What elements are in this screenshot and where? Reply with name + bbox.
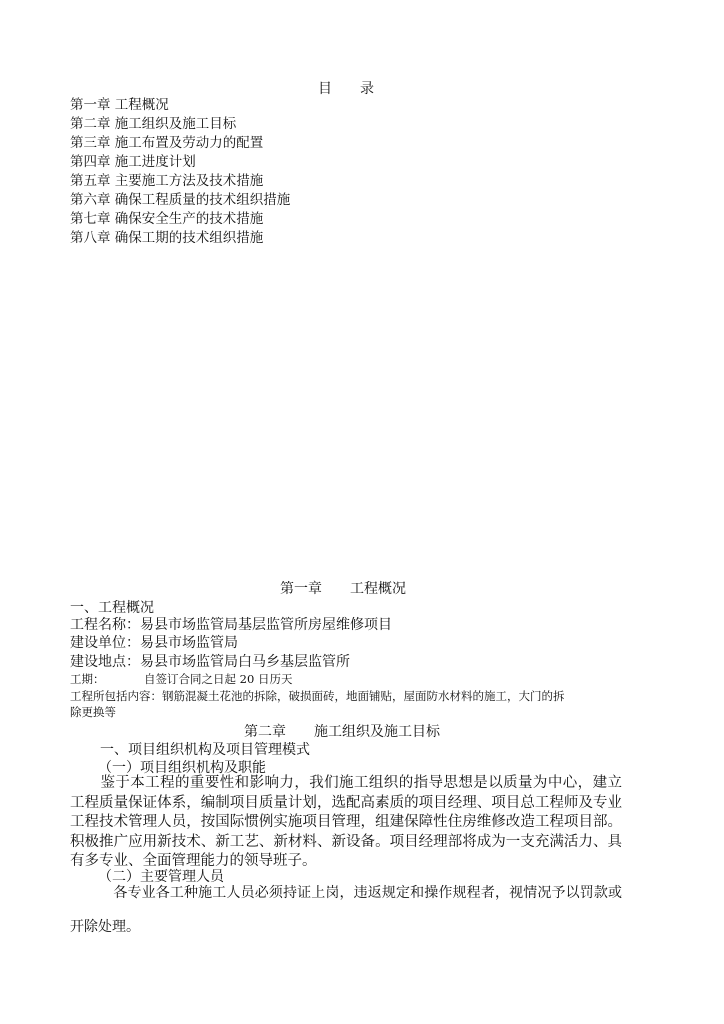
- paragraph-2: 各专业各工种施工人员必须持证上岗，违返规定和操作规程者，视情况予以罚款或开除处理。: [70, 885, 622, 935]
- toc-item: 第六章 确保工程质量的技术组织措施: [70, 192, 291, 208]
- project-name-line: 工程名称：易县市场监管局基层监管所房屋维修项目: [70, 617, 392, 633]
- toc-list: [70, 96, 290, 248]
- chapter2-heading: 第二章 施工组织及施工目标: [244, 724, 440, 740]
- subsection-title-2: （二）主要管理人员: [98, 869, 224, 885]
- toc-title: 目 录: [318, 81, 374, 97]
- scope-line-2: 除更换等: [70, 705, 116, 719]
- toc-item: 第一章 工程概况: [70, 97, 169, 113]
- toc-item: 第三章 施工布置及劳动力的配置: [70, 135, 264, 151]
- paragraph-1: 鉴于本工程的重要性和影响力，我们施工组织的指导思想是以质量为中心，建立工程质量保证体系，编制项目质量计划，选配高素质的项目经理、项目总工程师及专业工程技术管理人员，按国际惯例实施项目管理，组建保障性住房维修改造工程项目部。积极推广应用新技术、新工艺、新材料、新设备。项目经理部将成为一支充满活力、具有多专业、全面管理能力的领导班子。: [70, 775, 622, 869]
- scope-line-1: 工程所包括内容：钢筋混凝土花池的拆除，破损面砖，地面铺贴，屋面防水材料的施工，大门的拆: [70, 689, 565, 703]
- builder-line: 建设单位：易县市场监管局: [70, 635, 238, 651]
- toc-item: 第七章 确保安全生产的技术措施: [70, 211, 264, 227]
- chapter1-section-title: 一、工程概况: [70, 600, 154, 616]
- toc-item: 第二章 施工组织及施工目标: [70, 116, 237, 132]
- subsection-title-1: （一）项目组织机构及职能: [98, 760, 266, 776]
- period-value: 自签订合同之日起 20 日历天: [144, 672, 293, 686]
- toc-item: 第八章 确保工期的技术组织措施: [70, 230, 264, 246]
- chapter2-section-title: 一、项目组织机构及项目管理模式: [100, 742, 310, 758]
- toc-item: 第五章 主要施工方法及技术措施: [70, 173, 264, 189]
- location-line: 建设地点：易县市场监管局白马乡基层监管所: [70, 654, 350, 670]
- toc-item: 第四章 施工进度计划: [70, 154, 196, 170]
- chapter1-heading: 第一章 工程概况: [280, 581, 406, 597]
- period-label: 工期：: [70, 672, 105, 686]
